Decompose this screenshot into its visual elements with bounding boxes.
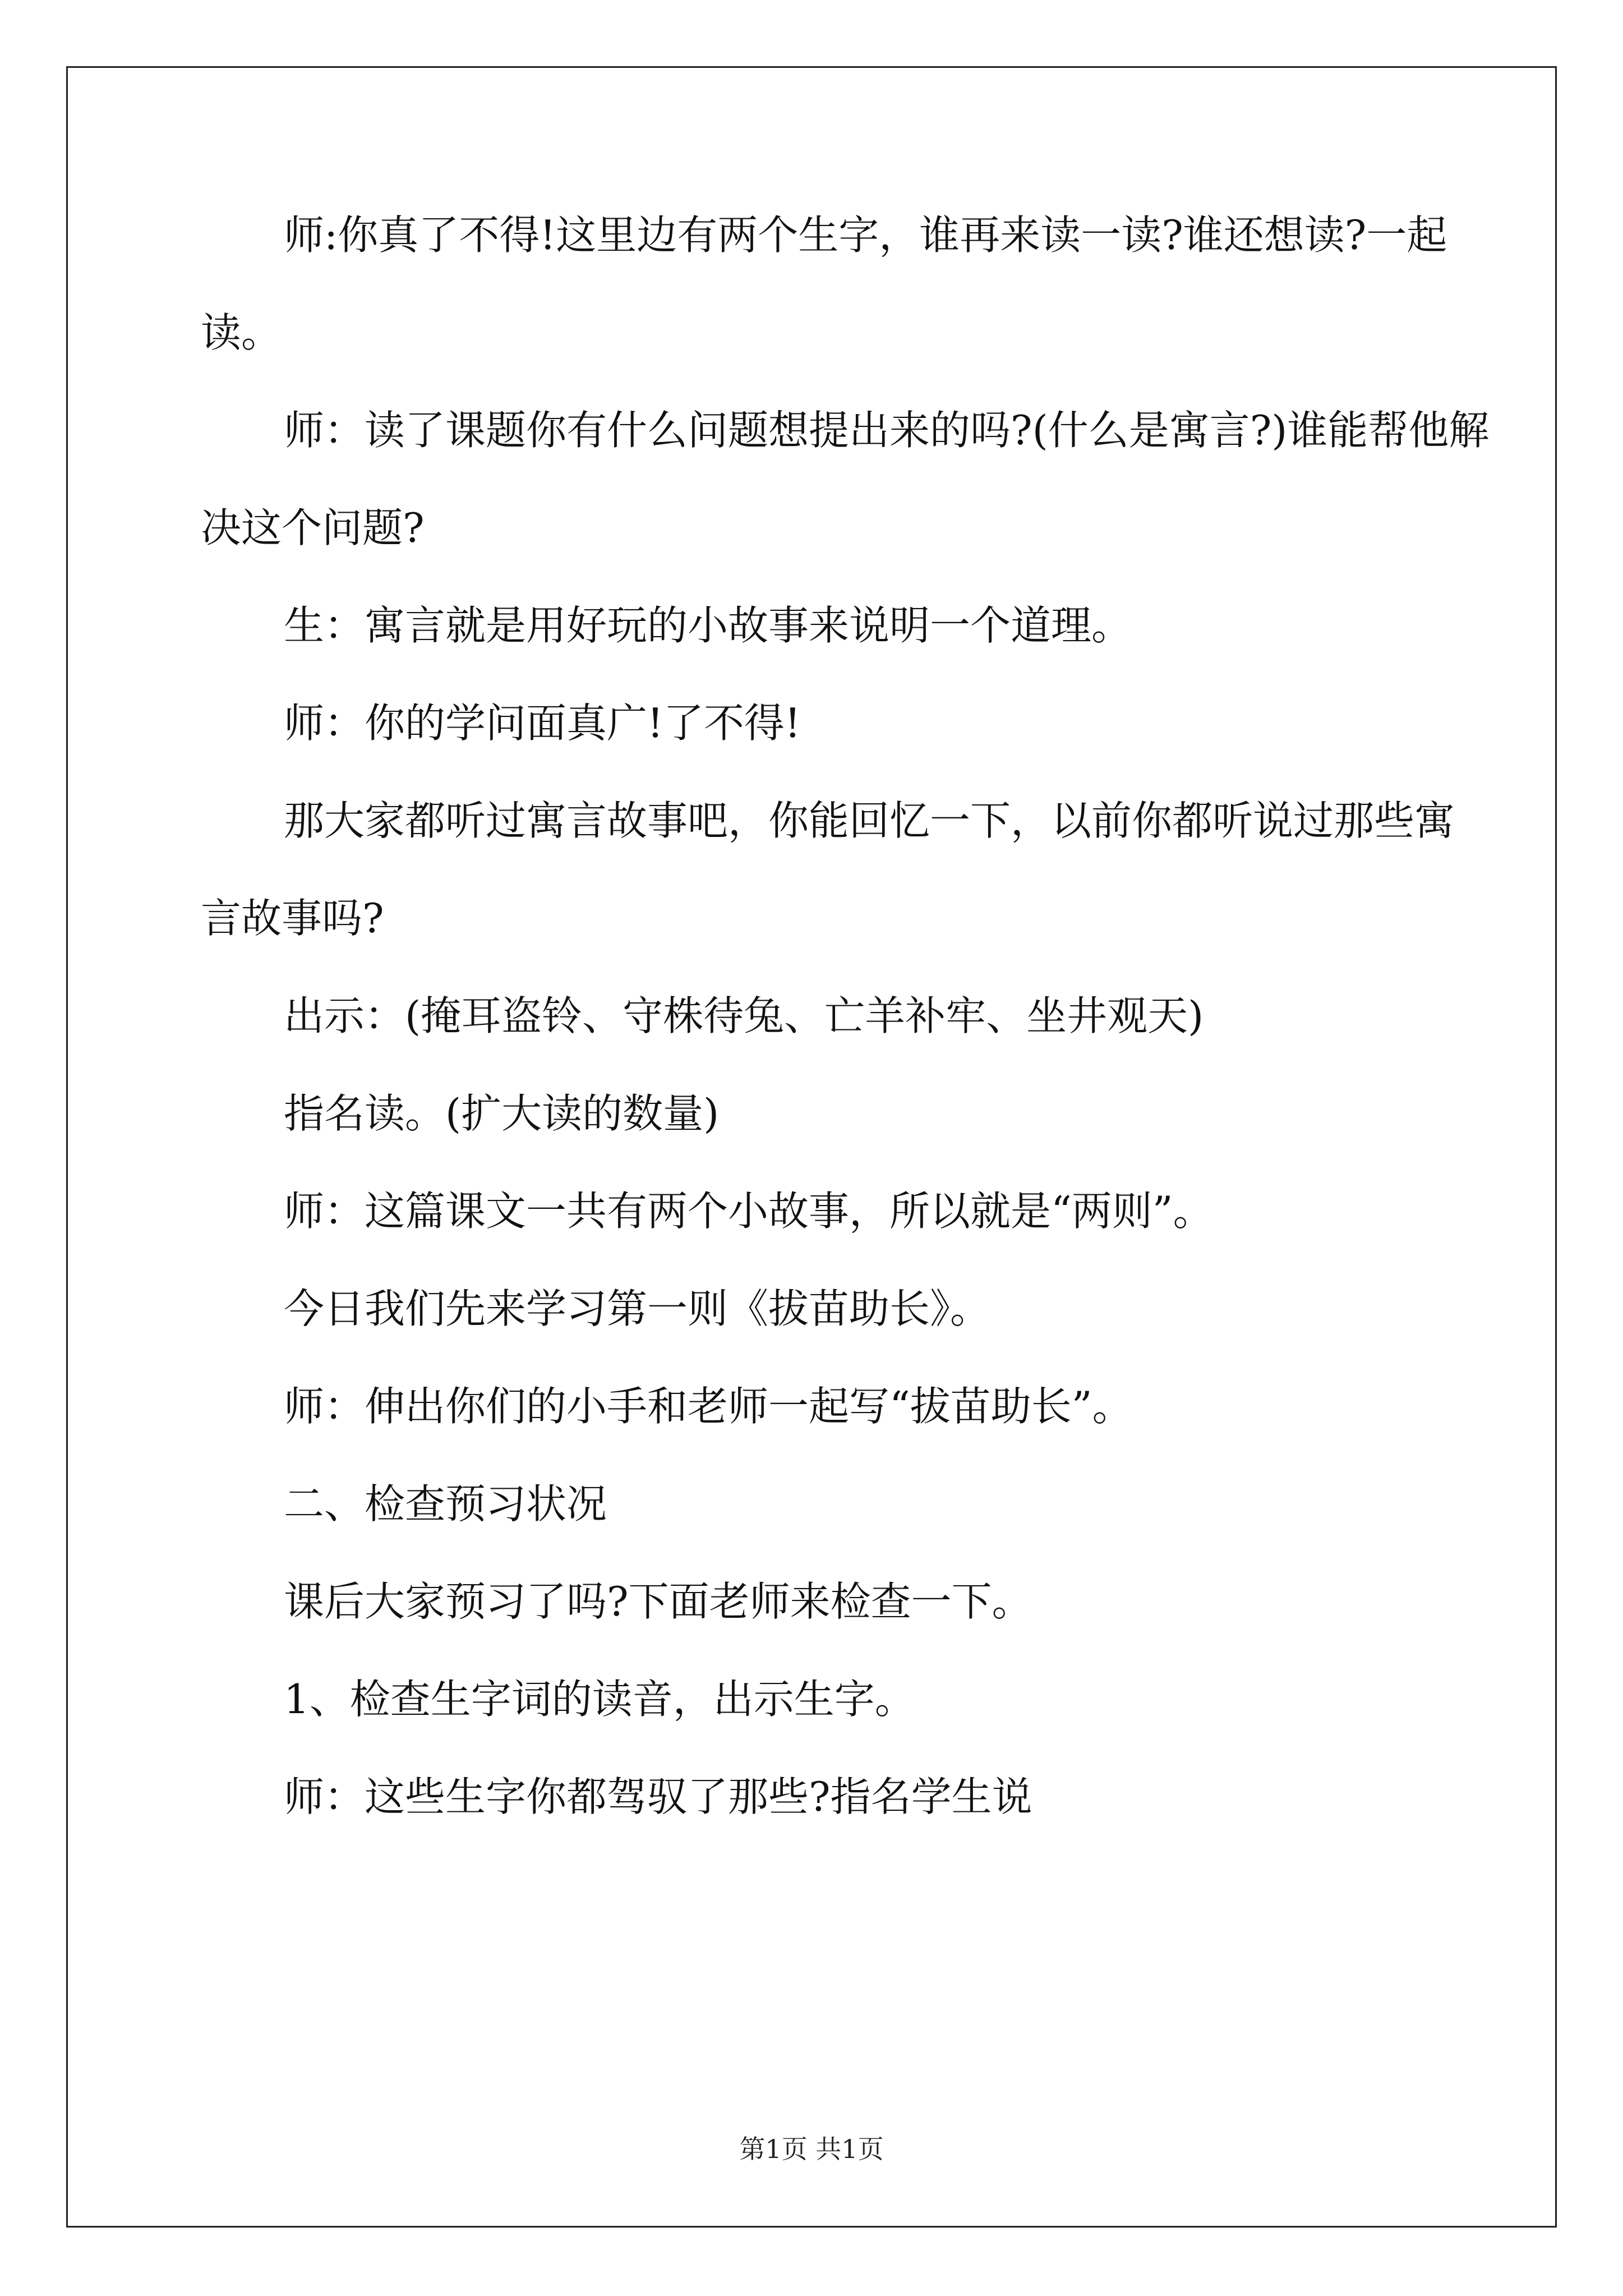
paragraph-12: 课后大家预习了吗?下面老师来检查一下。 bbox=[284, 1578, 1032, 1625]
paragraph-10: 师：伸出你们的小手和老师一起写“拔苗助长”。 bbox=[284, 1383, 1133, 1430]
paragraph-6: 出示：(掩耳盗铃、守株待兔、亡羊补牢、坐井观天) bbox=[284, 992, 1204, 1039]
paragraph-1: 师:你真了不得!这里边有两个生字，谁再来读一读?谁还想读?一起读。 bbox=[201, 211, 1447, 356]
page-number-footer: 第1页 共1页 bbox=[739, 2134, 884, 2164]
paragraph-3: 生：寓言就是用好玩的小故事来说明一个道理。 bbox=[284, 602, 1132, 649]
paragraph-7: 指名读。(扩大读的数量) bbox=[284, 1090, 720, 1137]
section-heading: 二、检查预习状况 bbox=[284, 1480, 607, 1527]
paragraph-8: 师：这篇课文一共有两个小故事，所以就是“两则”。 bbox=[284, 1188, 1214, 1235]
paragraph-4: 师：你的学问面真广!了不得! bbox=[284, 700, 801, 747]
paragraph-9: 今日我们先来学习第一则《拔苗助长》。 bbox=[284, 1285, 991, 1332]
document-body bbox=[201, 213, 1491, 1872]
paragraph-14: 师：这些生字你都驾驭了那些?指名学生说 bbox=[284, 1773, 1032, 1820]
paragraph-13: 1、检查生字词的读音，出示生字。 bbox=[284, 1676, 915, 1723]
paragraph-2: 师：读了课题你有什么问题想提出来的吗?(什么是寓言?)谁能帮他解决这个问题? bbox=[201, 407, 1490, 551]
paragraph-5: 那大家都听过寓言故事吧，你能回忆一下，以前你都听说过那些寓言故事吗? bbox=[201, 797, 1455, 942]
